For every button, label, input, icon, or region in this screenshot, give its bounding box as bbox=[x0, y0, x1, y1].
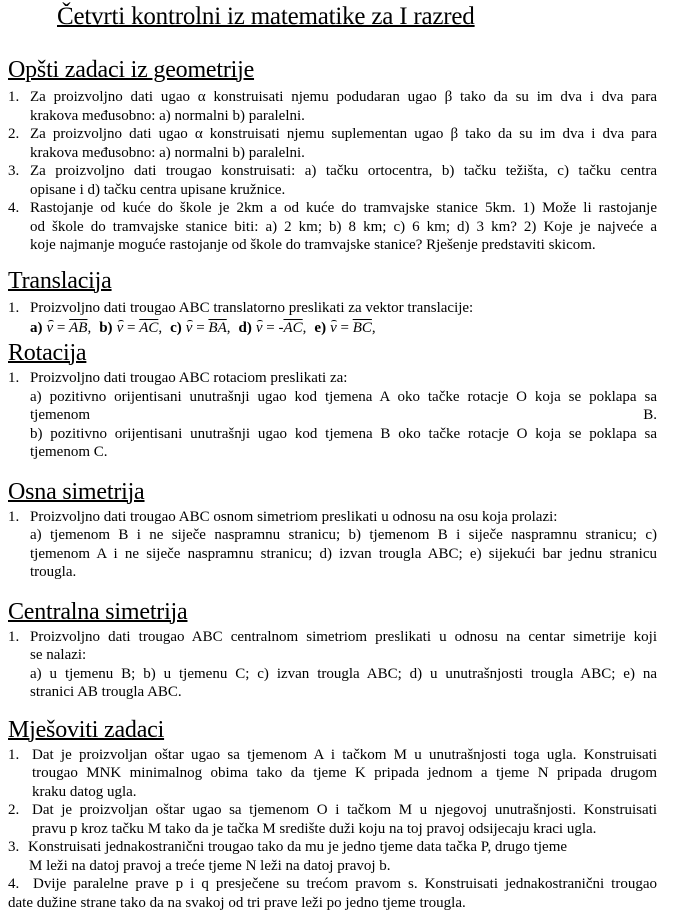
vector-option bbox=[314, 320, 375, 336]
task-text: krakova međusobno: a) normalni b) paralelni. bbox=[30, 144, 305, 161]
task-line bbox=[0, 764, 681, 783]
task-number: 1. bbox=[8, 370, 20, 386]
vector-option bbox=[99, 320, 162, 336]
task-list bbox=[0, 88, 681, 255]
task-list bbox=[0, 299, 681, 318]
task-number: 3. bbox=[8, 163, 20, 179]
vector-option bbox=[239, 320, 307, 336]
task-text: tjemenom A i ne siječe naspramnu stranicu; d) izvan trougla ABC; e) sijekući bar jednu stranicu bbox=[30, 545, 657, 562]
task-line bbox=[0, 783, 681, 802]
task-line bbox=[0, 894, 681, 913]
task-line bbox=[0, 406, 681, 425]
vector-v-symbol: v bbox=[330, 317, 337, 339]
task-number: 1. bbox=[8, 628, 20, 645]
task-line bbox=[0, 107, 681, 126]
task-line bbox=[0, 369, 681, 388]
task-list bbox=[0, 746, 681, 913]
vector-v-symbol: v bbox=[186, 317, 193, 339]
vector-v-symbol: v bbox=[47, 317, 54, 339]
task-line bbox=[0, 199, 681, 218]
task-line bbox=[0, 162, 681, 181]
task-number: 4. bbox=[8, 876, 20, 892]
task-text: od škole do tramvajske stanice biti: a) 2 km; b) 8 km; c) 6 km; d) 3 km? 2) Koje je najveće a bbox=[30, 218, 657, 235]
task-text: Za proizvoljno dati ugao α konstruisati njemu podudaran ugao β tako da su im dva i dva para bbox=[30, 89, 657, 105]
task-text: tjemenom B. bbox=[30, 407, 657, 423]
option-label: c) bbox=[170, 320, 182, 336]
section-rotacija bbox=[0, 339, 681, 462]
task-text: krakova međusobno: a) normalni b) paralelni. bbox=[30, 107, 305, 124]
separator: , bbox=[226, 320, 231, 336]
task-line bbox=[0, 628, 681, 647]
section-heading: Centralna simetrija bbox=[8, 598, 188, 625]
equals-sign: = bbox=[340, 320, 349, 336]
equals-sign: = bbox=[266, 320, 275, 336]
separator: , bbox=[87, 320, 92, 336]
option-label: b) bbox=[99, 320, 113, 336]
task-text: Za proizvoljno dati trougao konstruisati: a) tačku ortocentra, b) tačku težišta, c) tačku centra bbox=[30, 163, 657, 179]
task-text: opisane i d) tačku centra upisane kružnice. bbox=[30, 181, 286, 198]
vector-segment: $\overline{AB}$ bbox=[69, 320, 88, 336]
task-text: b) pozitivno orijentisani unutrašnji ugao kod tjemena B oko tačke rotacje O koja se poklapa sa bbox=[30, 425, 657, 442]
task-number: 1. bbox=[8, 299, 20, 316]
task-text: Dat je proizvoljan oštar ugao sa tjemenom A i tačkom M u unutrašnjosti toga ugla. Konstruisati bbox=[32, 746, 657, 763]
task-line bbox=[0, 425, 681, 444]
task-line bbox=[0, 838, 681, 857]
task-line bbox=[0, 665, 681, 684]
vector-option bbox=[170, 320, 230, 336]
section-heading: Mješoviti zadaci bbox=[8, 716, 165, 743]
task-text: M leži na datoj pravoj a treće tjeme N leži na datoj pravoj b. bbox=[29, 857, 391, 874]
equals-sign: = bbox=[126, 320, 136, 336]
task-line bbox=[0, 875, 681, 894]
equals-sign: = bbox=[56, 320, 66, 336]
section-heading: Translacija bbox=[8, 267, 112, 294]
task-line bbox=[0, 508, 681, 527]
task-line bbox=[0, 801, 681, 820]
separator: , bbox=[302, 320, 307, 336]
translation-vectors bbox=[0, 317, 681, 339]
task-text: a) pozitivno orijentisani unutrašnji ugao kod tjemena A oko tačke rotacje O koja se poklapa sa bbox=[30, 388, 657, 405]
task-number: 2. bbox=[8, 802, 20, 818]
task-text: a) u tjemenu B; b) u tjemenu C; c) izvan trougla ABC; d) u unutrašnjosti trougla ABC; e) na bbox=[30, 665, 657, 682]
vector-options bbox=[30, 317, 384, 339]
section-centralna-simetrija bbox=[0, 598, 681, 702]
task-text: Dvije paralelne prave p i q presječene su trećom pravom s. Konstruisati jednakostranični trougao bbox=[33, 876, 657, 892]
task-line bbox=[0, 857, 681, 876]
sections-container bbox=[0, 56, 681, 912]
task-text: Za proizvoljno dati ugao α konstruisati njemu suplementan ugao β tako da su im dva i dva para bbox=[30, 126, 657, 142]
task-text: se nalazi: bbox=[30, 647, 87, 663]
task-text: a) tjemenom B i ne siječe naspramnu stranicu; b) tjemenom B i siječe naspramnu stranicu; c) bbox=[30, 527, 657, 543]
task-list bbox=[0, 628, 681, 702]
task-line bbox=[0, 236, 681, 255]
section-heading: Opšti zadaci iz geometrije bbox=[8, 57, 255, 83]
task-number: 3. bbox=[8, 839, 20, 855]
task-number: 2. bbox=[8, 126, 20, 142]
task-text: Konstruisati jednakostranični trougao tako da mu je jedno tjeme data tačka P, drugo tjeme bbox=[28, 839, 568, 855]
section-heading: Rotacija bbox=[8, 340, 87, 366]
task-line bbox=[0, 88, 681, 107]
vector-v-symbol: v bbox=[117, 317, 124, 339]
task-line bbox=[0, 218, 681, 237]
task-number: 1. bbox=[8, 89, 20, 105]
task-text: stranici AB trougla ABC. bbox=[30, 684, 182, 700]
task-line bbox=[0, 646, 681, 665]
task-text: Proizvoljno dati trougao ABC osnom simetriom preslikati u odnosu na osu koja prolazi: bbox=[30, 508, 558, 525]
task-line bbox=[0, 526, 681, 545]
task-line bbox=[0, 388, 681, 407]
task-line bbox=[0, 820, 681, 839]
task-text: Proizvoljno dati trougao ABC centralnom simetriom preslikati u odnosu na centar simetrije koji bbox=[30, 628, 657, 645]
task-line bbox=[0, 683, 681, 702]
option-label: a) bbox=[30, 320, 43, 336]
task-number: 4. bbox=[8, 200, 20, 216]
task-text: tjemenom C. bbox=[30, 444, 108, 460]
task-text: Proizvoljno dati trougao ABC rotaciom preslikati za: bbox=[30, 370, 348, 386]
task-line bbox=[0, 746, 681, 765]
vector-v-symbol: v bbox=[256, 317, 263, 339]
vector-segment: $\overline{AC}$ bbox=[283, 320, 303, 336]
task-text: koje najmanje moguće rastojanje od škole do tramvajske stanice? Rješenje predstaviti skicom. bbox=[30, 237, 596, 253]
task-text: pravu p kroz tačku M tako da je tačka M središte duži koju na toj pravoj odsijecaju kraci ugla. bbox=[32, 820, 597, 837]
task-line bbox=[0, 181, 681, 200]
section-translacija bbox=[0, 267, 681, 340]
document-title: Četvrti kontrolni iz matematike za I razred bbox=[57, 3, 475, 30]
section-osna-simetrija bbox=[0, 478, 681, 582]
task-text: trougla. bbox=[30, 564, 77, 580]
task-line bbox=[0, 125, 681, 144]
task-text: trougao MNK minimalnog obima tako da tjeme K pripada jednom a tjeme N pripada drugom bbox=[32, 765, 657, 781]
task-line bbox=[0, 545, 681, 564]
sign: - bbox=[278, 320, 284, 336]
vector-option bbox=[30, 320, 91, 336]
task-text: Rastojanje od kuće do škole je 2km a od kuće do tramvajske stanice 5km. 1) Može li rastojanje bbox=[30, 200, 657, 216]
task-line bbox=[0, 563, 681, 582]
equals-sign: = bbox=[196, 320, 205, 336]
task-text: date dužine strane tako da na svakoj od tri prave leži po jedno tjeme trougla. bbox=[8, 894, 466, 911]
option-label: e) bbox=[314, 320, 327, 336]
task-text: Proizvoljno dati trougao ABC translatorno preslikati za vektor translacije: bbox=[30, 299, 474, 316]
task-line bbox=[0, 299, 681, 318]
separator: , bbox=[158, 320, 163, 336]
task-number: 1. bbox=[8, 746, 20, 763]
vector-segment: $\overline{BA}$ bbox=[208, 320, 227, 336]
section-heading: Osna simetrija bbox=[8, 478, 145, 505]
section-mje-oviti-zadaci bbox=[0, 716, 681, 913]
task-list bbox=[0, 508, 681, 582]
vector-segment: $\overline{AC}$ bbox=[139, 320, 159, 336]
separator: , bbox=[371, 320, 376, 336]
option-label: d) bbox=[238, 320, 252, 336]
vector-segment: $\overline{BC}$ bbox=[352, 320, 372, 336]
task-line bbox=[0, 443, 681, 462]
task-text: Dat je proizvoljan oštar ugao sa tjemenom O i tačkom M u njegovoj unutrašnjosti. Konstruisati bbox=[32, 802, 657, 818]
task-line bbox=[0, 144, 681, 163]
task-text: kraku datog ugla. bbox=[32, 783, 137, 800]
section-op-ti-zadaci-iz-geometrije bbox=[0, 56, 681, 255]
task-number: 1. bbox=[8, 508, 20, 525]
task-list bbox=[0, 369, 681, 462]
